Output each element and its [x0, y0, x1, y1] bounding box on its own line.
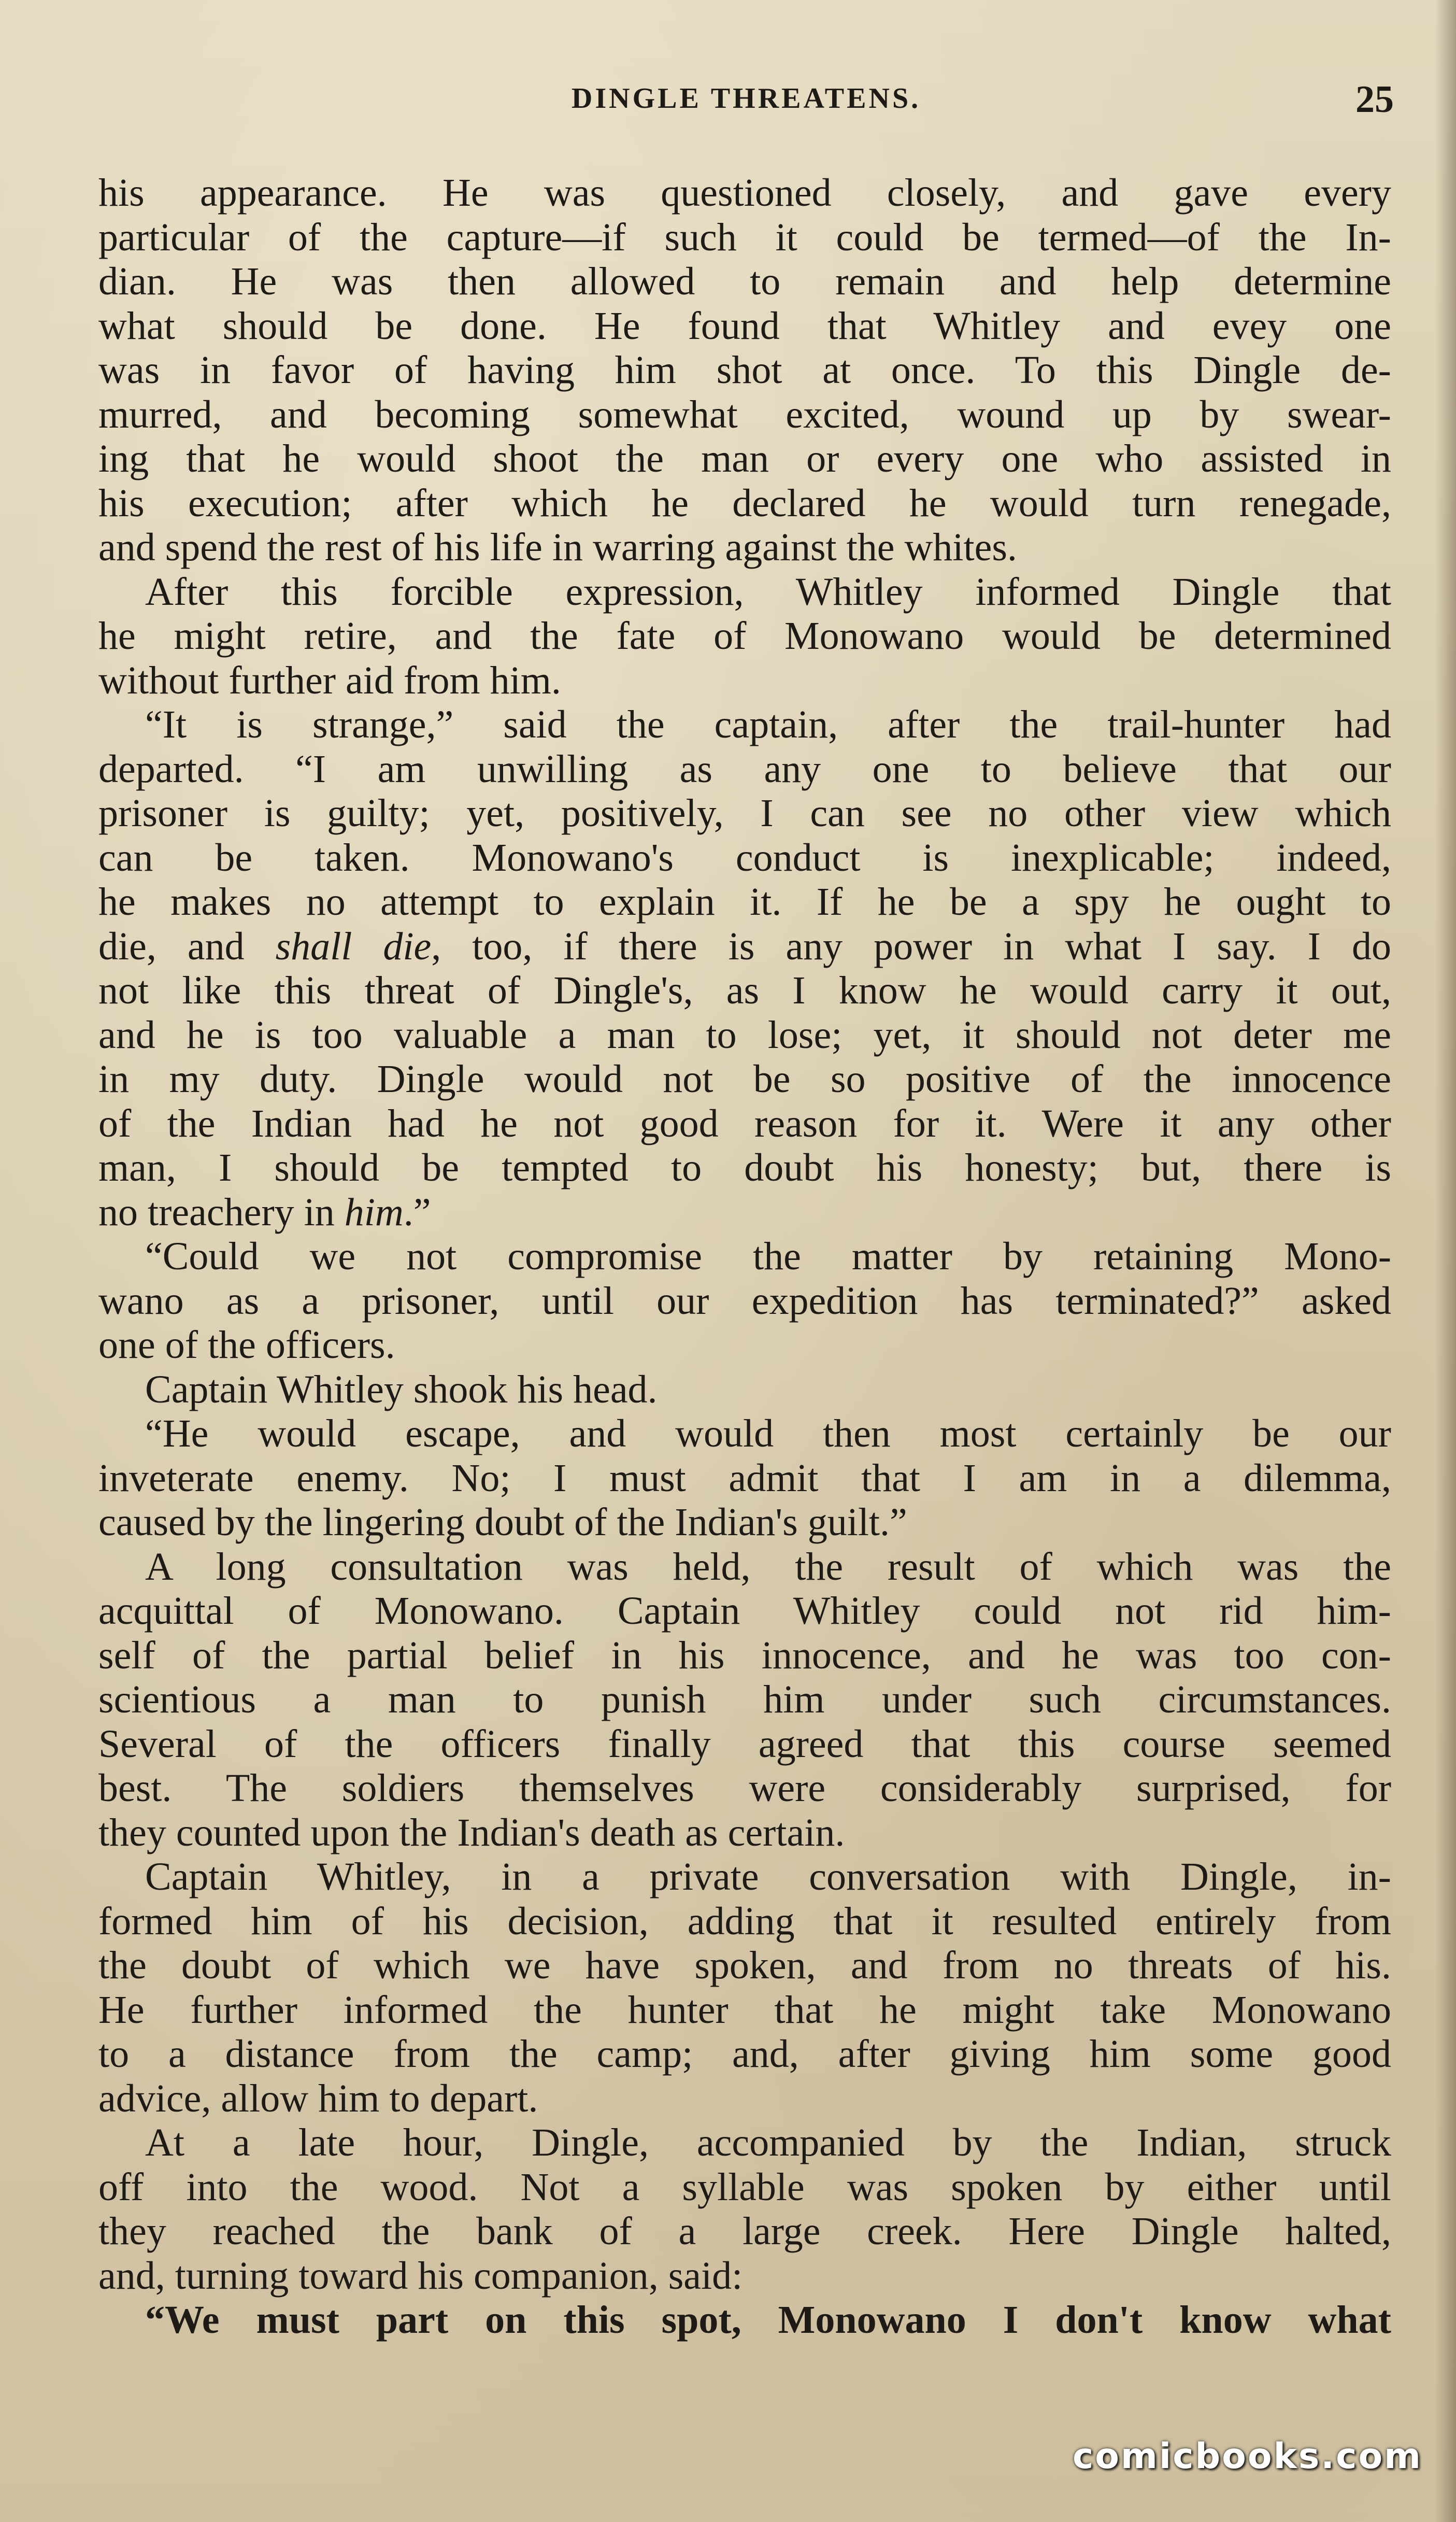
text-line: he makes no attempt to explain it. If he be a spy he ought to — [98, 880, 1391, 924]
text-line: departed. “I am unwilling as any one to believe that our — [98, 747, 1391, 791]
text-line: was in favor of having him shot at once. To this Dingle de- — [98, 348, 1391, 392]
text-line: Several of the officers finally agreed that this course seemed — [98, 1722, 1391, 1766]
text-line: acquittal of Monowano. Captain Whitley could not rid him- — [98, 1589, 1391, 1633]
page-header — [98, 78, 1394, 130]
text-line: the doubt of which we have spoken, and from no threats of his. — [98, 1944, 1391, 1987]
text-line: murred, and becoming somewhat excited, wound up by swear- — [98, 392, 1391, 436]
text-line: particular of the capture—if such it could be termed—of the In- — [98, 215, 1391, 259]
text-line: they reached the bank of a large creek. Here Dingle halted, — [98, 2209, 1391, 2253]
text-line: “It is strange,” said the captain, after the trail-hunter had — [145, 703, 1391, 746]
body-text — [98, 171, 1391, 2343]
text-line: Captain Whitley, in a private conversation with Dingle, in- — [145, 1855, 1391, 1898]
text-line: At a late hour, Dingle, accompanied by the Indian, struck — [145, 2121, 1391, 2164]
text-line: advice, allow him to depart. — [98, 2076, 538, 2120]
text-line: what should be done. He found that Whitley and evey one — [98, 304, 1391, 348]
text-line: best. The soldiers themselves were considerably surprised, for — [98, 1766, 1391, 1810]
text-line: one of the officers. — [98, 1323, 395, 1367]
text-line: can be taken. Monowano's conduct is inexplicable; indeed, — [98, 835, 1391, 880]
text-line: He further informed the hunter that he might take Monowano — [98, 1988, 1391, 2032]
text-line: his execution; after which he declared he would turn renegade, — [98, 481, 1391, 525]
text-line: his appearance. He was questioned closely, and gave every — [98, 171, 1391, 215]
running-head: DINGLE THREATENS. — [571, 82, 921, 115]
text-line: formed him of his decision, adding that it resulted entirely from — [98, 1899, 1391, 1943]
text-line: A long consultation was held, the result of which was the — [145, 1545, 1391, 1589]
page-number: 25 — [1355, 78, 1394, 121]
text-line: dian. He was then allowed to remain and help determine — [98, 260, 1391, 303]
text-line: inveterate enemy. No; I must admit that I am in a dilemma, — [98, 1456, 1391, 1500]
text-line: and he is too valuable a man to lose; yet, it should not deter me — [98, 1013, 1391, 1057]
text-line: After this forcible expression, Whitley informed Dingle that — [145, 570, 1391, 614]
text-line: man, I should be tempted to doubt his honesty; but, there is — [98, 1146, 1391, 1189]
text-line: caused by the lingering doubt of the Indian's guilt.” — [98, 1500, 907, 1544]
text-line: and spend the rest of his life in warring against the whites. — [98, 526, 1017, 569]
emphasis: shall die — [275, 924, 432, 968]
watermark-text: comicbooks.com — [1073, 2436, 1423, 2477]
text-line: “Could we not compromise the matter by retaining Mono- — [145, 1235, 1391, 1278]
text-line: ing that he would shoot the man or every one who assisted in — [98, 437, 1391, 480]
text-line: wano as a prisoner, until our expedition has terminated?” asked — [98, 1279, 1391, 1323]
text-line: scientious a man to punish him under such circumstances. — [98, 1678, 1391, 1721]
text-line: “He would escape, and would then most certainly be our — [145, 1412, 1391, 1455]
text-line: he might retire, and the fate of Monowano would be determined — [98, 614, 1391, 658]
text-line: off into the wood. Not a syllable was spoken by either until — [98, 2165, 1391, 2209]
emphasis: him — [344, 1190, 404, 1234]
page-edge-shadow — [1435, 0, 1456, 2522]
text-line: self of the partial belief in his innocence, and he was too con- — [98, 1633, 1391, 1677]
text-line: and, turning toward his companion, said: — [98, 2254, 743, 2298]
text-line: they counted upon the Indian's death as certain. — [98, 1810, 845, 1854]
text-line: prisoner is guilty; yet, positively, I can see no other view which — [98, 791, 1391, 835]
text-line: die, and shall die, too, if there is any power in what I say. I do — [98, 924, 1391, 968]
text-line: not like this threat of Dingle's, as I know he would carry it out, — [98, 969, 1391, 1012]
text-line: without further aid from him. — [98, 658, 561, 702]
text-line: Captain Whitley shook his head. — [145, 1367, 658, 1411]
text-line: no treachery in him.” — [98, 1190, 431, 1234]
text-line: to a distance from the camp; and, after giving him some good — [98, 2032, 1391, 2076]
text-line: of the Indian had he not good reason for it. Were it any other — [98, 1101, 1391, 1145]
text-line: in my duty. Dingle would not be so positive of the innocence — [98, 1057, 1391, 1101]
text-line: “We must part on this spot, Monowano I don't know what — [145, 2298, 1391, 2342]
